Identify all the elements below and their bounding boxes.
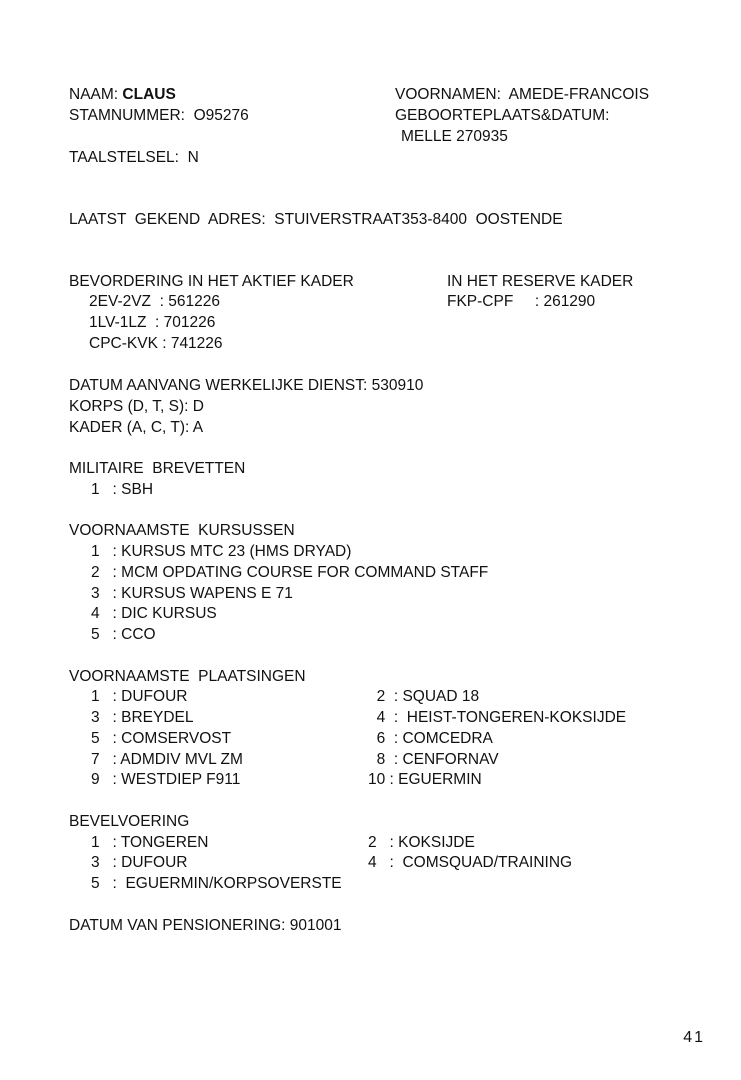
dienst-korps: KORPS (D, T, S): D [69, 398, 204, 415]
naam-label: NAAM: [69, 86, 119, 103]
plaatsingen-item: 2 : SQUAD 18 [368, 688, 480, 705]
brevetten-title: MILITAIRE BREVETTEN [69, 460, 246, 477]
plaatsingen-item: 8 : CENFORNAV [368, 751, 499, 768]
bevordering-aktief-title: BEVORDERING IN HET AKTIEF KADER [69, 273, 354, 290]
bevordering-aktief-item: 1LV-1LZ : 701226 [89, 314, 216, 331]
bevelvoering-title: BEVELVOERING [69, 813, 190, 830]
voornamen-line: VOORNAMEN: AMEDE-FRANCOIS [395, 86, 650, 103]
dienst-aanvang: DATUM AANVANG WERKELIJKE DIENST: 530910 [69, 377, 424, 394]
bevordering-reserve-item: FKP-CPF : 261290 [447, 293, 596, 310]
bevelvoering-item: 5 : EGUERMIN/KORPSOVERSTE [91, 875, 342, 892]
plaatsingen-item: 3 : BREYDEL [91, 709, 194, 726]
page-number: 41 [683, 1029, 705, 1046]
naam-value: CLAUS [122, 86, 176, 103]
plaatsingen-item: 7 : ADMDIV MVL ZM [91, 751, 243, 768]
bevelvoering-item: 4 : COMSQUAD/TRAINING [368, 854, 573, 871]
plaatsingen-title: VOORNAAMSTE PLAATSINGEN [69, 668, 306, 685]
kursussen-title: VOORNAAMSTE KURSUSSEN [69, 522, 295, 539]
kursussen-item: 5 : CCO [91, 626, 156, 643]
plaatsingen-item: 1 : DUFOUR [91, 688, 188, 705]
plaatsingen-item: 9 : WESTDIEP F911 [91, 771, 241, 788]
kursussen-item: 1 : KURSUS MTC 23 (HMS DRYAD) [91, 543, 352, 560]
geboorte-label: GEBOORTEPLAATS&DATUM: [395, 107, 610, 124]
bevelvoering-item: 2 : KOKSIJDE [368, 834, 475, 851]
plaatsingen-item: 5 : COMSERVOST [91, 730, 232, 747]
plaatsingen-item: 10 : EGUERMIN [368, 771, 482, 788]
bevordering-reserve-title: IN HET RESERVE KADER [447, 273, 634, 290]
kursussen-item: 4 : DIC KURSUS [91, 605, 217, 622]
bevordering-aktief-item: CPC-KVK : 741226 [89, 335, 223, 352]
plaatsingen-item: 4 : HEIST-TONGEREN-KOKSIJDE [368, 709, 627, 726]
kursussen-item: 3 : KURSUS WAPENS E 71 [91, 585, 293, 602]
taalstelsel-line: TAALSTELSEL: N [69, 149, 199, 166]
brevetten-item: 1 : SBH [91, 481, 154, 498]
plaatsingen-item: 6 : COMCEDRA [368, 730, 493, 747]
bevordering-aktief-item: 2EV-2VZ : 561226 [89, 293, 220, 310]
dienst-kader: KADER (A, C, T): A [69, 419, 204, 436]
kursussen-item: 2 : MCM OPDATING COURSE FOR COMMAND STAFF [91, 564, 489, 581]
adres-line: LAATST GEKEND ADRES: STUIVERSTRAAT353-8400 OOSTENDE [69, 211, 563, 228]
naam-line [69, 85, 176, 105]
bevelvoering-item: 1 : TONGEREN [91, 834, 209, 851]
geboorte-value: MELLE 270935 [401, 128, 508, 145]
stamnummer-line: STAMNUMMER: O95276 [69, 107, 249, 124]
pensionering-line: DATUM VAN PENSIONERING: 901001 [69, 917, 342, 934]
bevelvoering-item: 3 : DUFOUR [91, 854, 188, 871]
